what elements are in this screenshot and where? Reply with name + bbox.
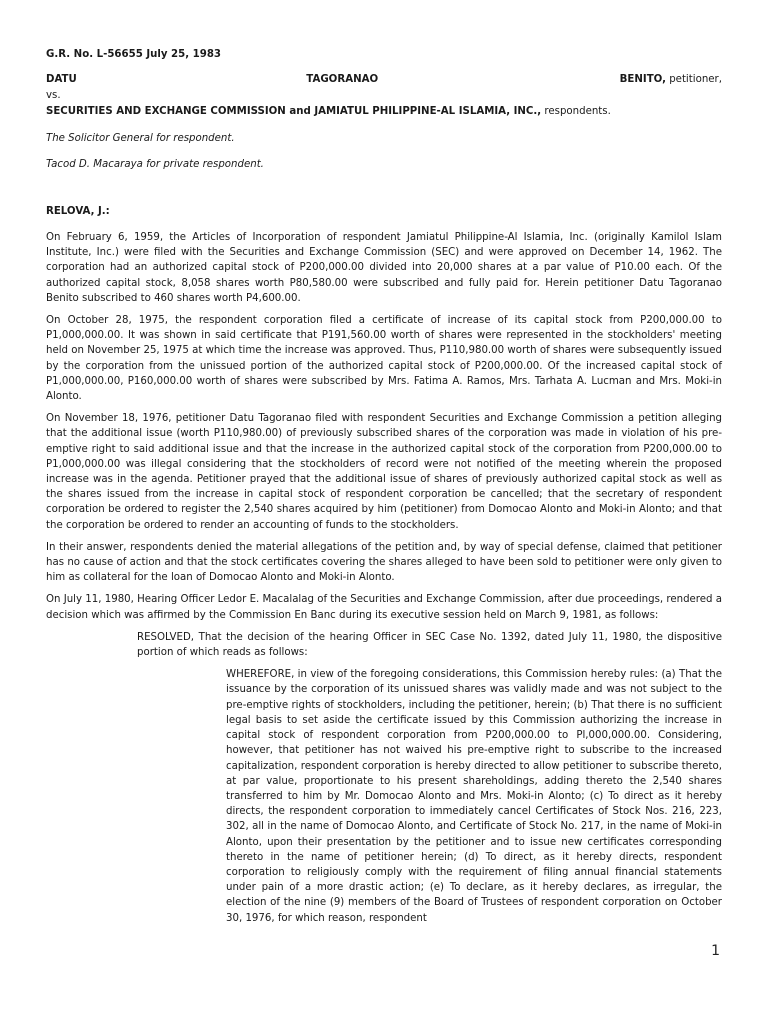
- versus-label: vs.: [46, 90, 61, 101]
- respondents-role: respondents.: [544, 106, 611, 117]
- counsel-private-respondent: Tacod D. Macaraya for private respondent.: [46, 159, 264, 170]
- petitioner-last-name: BENITO,: [619, 74, 666, 85]
- paragraph-1: On February 6, 1959, the Articles of Incorporation of respondent Jamiatul Philippine-Al Islamia, Inc. (originally Kamilol Islam Institute, Inc.) were filed with the Securities and Exchange Commission (SEC) and were approved on December 14, 1962. The corporation had an authorized capital stock of P200,000.00 divided into 20,000 shares at a par value of P10.00 each. Of the authorized capital stock, 8,058 shares worth P80,580.00 were subscribed and fully paid for. Herein petitioner Datu Tagoranao Benito subscribed to 460 shares worth P4,600.00.: [46, 232, 722, 304]
- counsel-solicitor-general: The Solicitor General for respondent.: [46, 133, 235, 144]
- paragraph-5: On July 11, 1980, Hearing Officer Ledor E. Macalalag of the Securities and Exchange Commission, after due proceedings, rendered a decision which was affirmed by the Commission En Banc during its executive session held on March 9, 1981, as follows:: [46, 594, 722, 621]
- petitioner-line: [46, 72, 722, 87]
- petitioner-first-name: DATU: [46, 74, 77, 85]
- case-number: G.R. No. L-56655 July 25, 1983: [46, 49, 222, 60]
- paragraph-2: On October 28, 1975, the respondent corporation filed a certificate of increase of its capital stock from P200,000.00 to P1,000,000.00. It was shown in said certificate that P191,560.00 worth of shares were represented in the stockholders' meeting held on November 25, 1975 at which time the increase was approved. Thus, P110,980.00 worth of shares were subsequently issued by the corporation from the unissued portion of the authorized capital stock of P200,000.00. Of the increased capital stock of P1,000,000.00, P160,000.00 worth of shares were subscribed by Mrs. Fatima A. Ramos, Mrs. Tarhata A. Lucman and Mrs. Moki-in Alonto.: [46, 315, 722, 403]
- ponente: RELOVA, J.:: [46, 206, 110, 217]
- petitioner-role: petitioner,: [669, 74, 722, 85]
- page-number: 1: [711, 943, 720, 959]
- paragraph-3: On November 18, 1976, petitioner Datu Tagoranao filed with respondent Securities and Exchange Commission a petition alleging that the additional issue (worth P110,980.00) of previously subscribed shares of the corporation was made in violation of his pre-emptive right to said additional issue and that the increase in the authorized capital stock of the corporation from P200,000.00 to P1,000,000.00 was illegal considering that the stockholders of record were not notified of the meeting wherein the proposed increase was in the agenda. Petitioner prayed that the additional issue of shares of previously authorized capital stock as well as the shares issued from the increase in capital stock of respondent corporation be cancelled; that the secretary of respondent corporation be ordered to register the 2,540 shares acquired by him (petitioner) from Domocao Alonto and Moki-in Alonto; and that the corporation be ordered to render an accounting of funds to the stockholders.: [46, 413, 722, 531]
- respondents-names: SECURITIES AND EXCHANGE COMMISSION and JAMIATUL PHILIPPINE-AL ISLAMIA, INC.,: [46, 106, 542, 117]
- quoted-wherefore: WHEREFORE, in view of the foregoing considerations, this Commission hereby rules: (a) That the issuance by the corporation of its unissued shares was validly made and was not subject to the pre-emptive rights of stockholders, including the petitioner, herein; (b) That there is no sufficient legal basis to set aside the certificate issued by this Commission authorizing the increase in capital stock of respondent corporation from P200,000.00 to Pl,000,000.00. Considering, however, that petitioner has not waived his pre-emptive right to subscribe to the increased capitalization, respondent corporation is hereby directed to allow petitioner to subscribe thereto, at par value, proportionate to his present shareholdings, adding thereto the 2,540 shares transferred to him by Mr. Domocao Alonto and Mrs. Moki-in Alonto; (c) To direct as it hereby directs, the respondent corporation to immediately cancel Certificates of Stock Nos. 216, 223, 302, all in the name of Domocao Alonto, and Certificate of Stock No. 217, in the name of Moki-in Alonto, upon their presentation by the petitioner and to issue new certificates corresponding thereto in the name of petitioner herein; (d) To direct, as it hereby directs, respondent corporation to religiously comply with the requirement of filing annual financial statements under pain of a more drastic action; (e) To declare, as it hereby declares, as irregular, the election of the nine (9) members of the Board of Trustees of respondent corporation on October 30, 1976, for which reason, respondent: [226, 669, 722, 924]
- quoted-resolution: RESOLVED, That the decision of the hearing Officer in SEC Case No. 1392, dated July 11, 1980, the dispositive portion of which reads as follows:: [137, 631, 722, 659]
- document-page: [46, 46, 722, 926]
- petitioner-last-group: [620, 72, 722, 87]
- respondents-line: [46, 104, 722, 119]
- petitioner-middle-name: TAGORANAO: [306, 74, 379, 85]
- paragraph-4: In their answer, respondents denied the material allegations of the petition and, by way of special defense, claimed that petitioner has no cause of action and that the stock certificates covering the shares alleged to have been sold to petitioner were only given to him as collateral for the loan of Domocao Alonto and Moki-in Alonto.: [46, 541, 722, 584]
